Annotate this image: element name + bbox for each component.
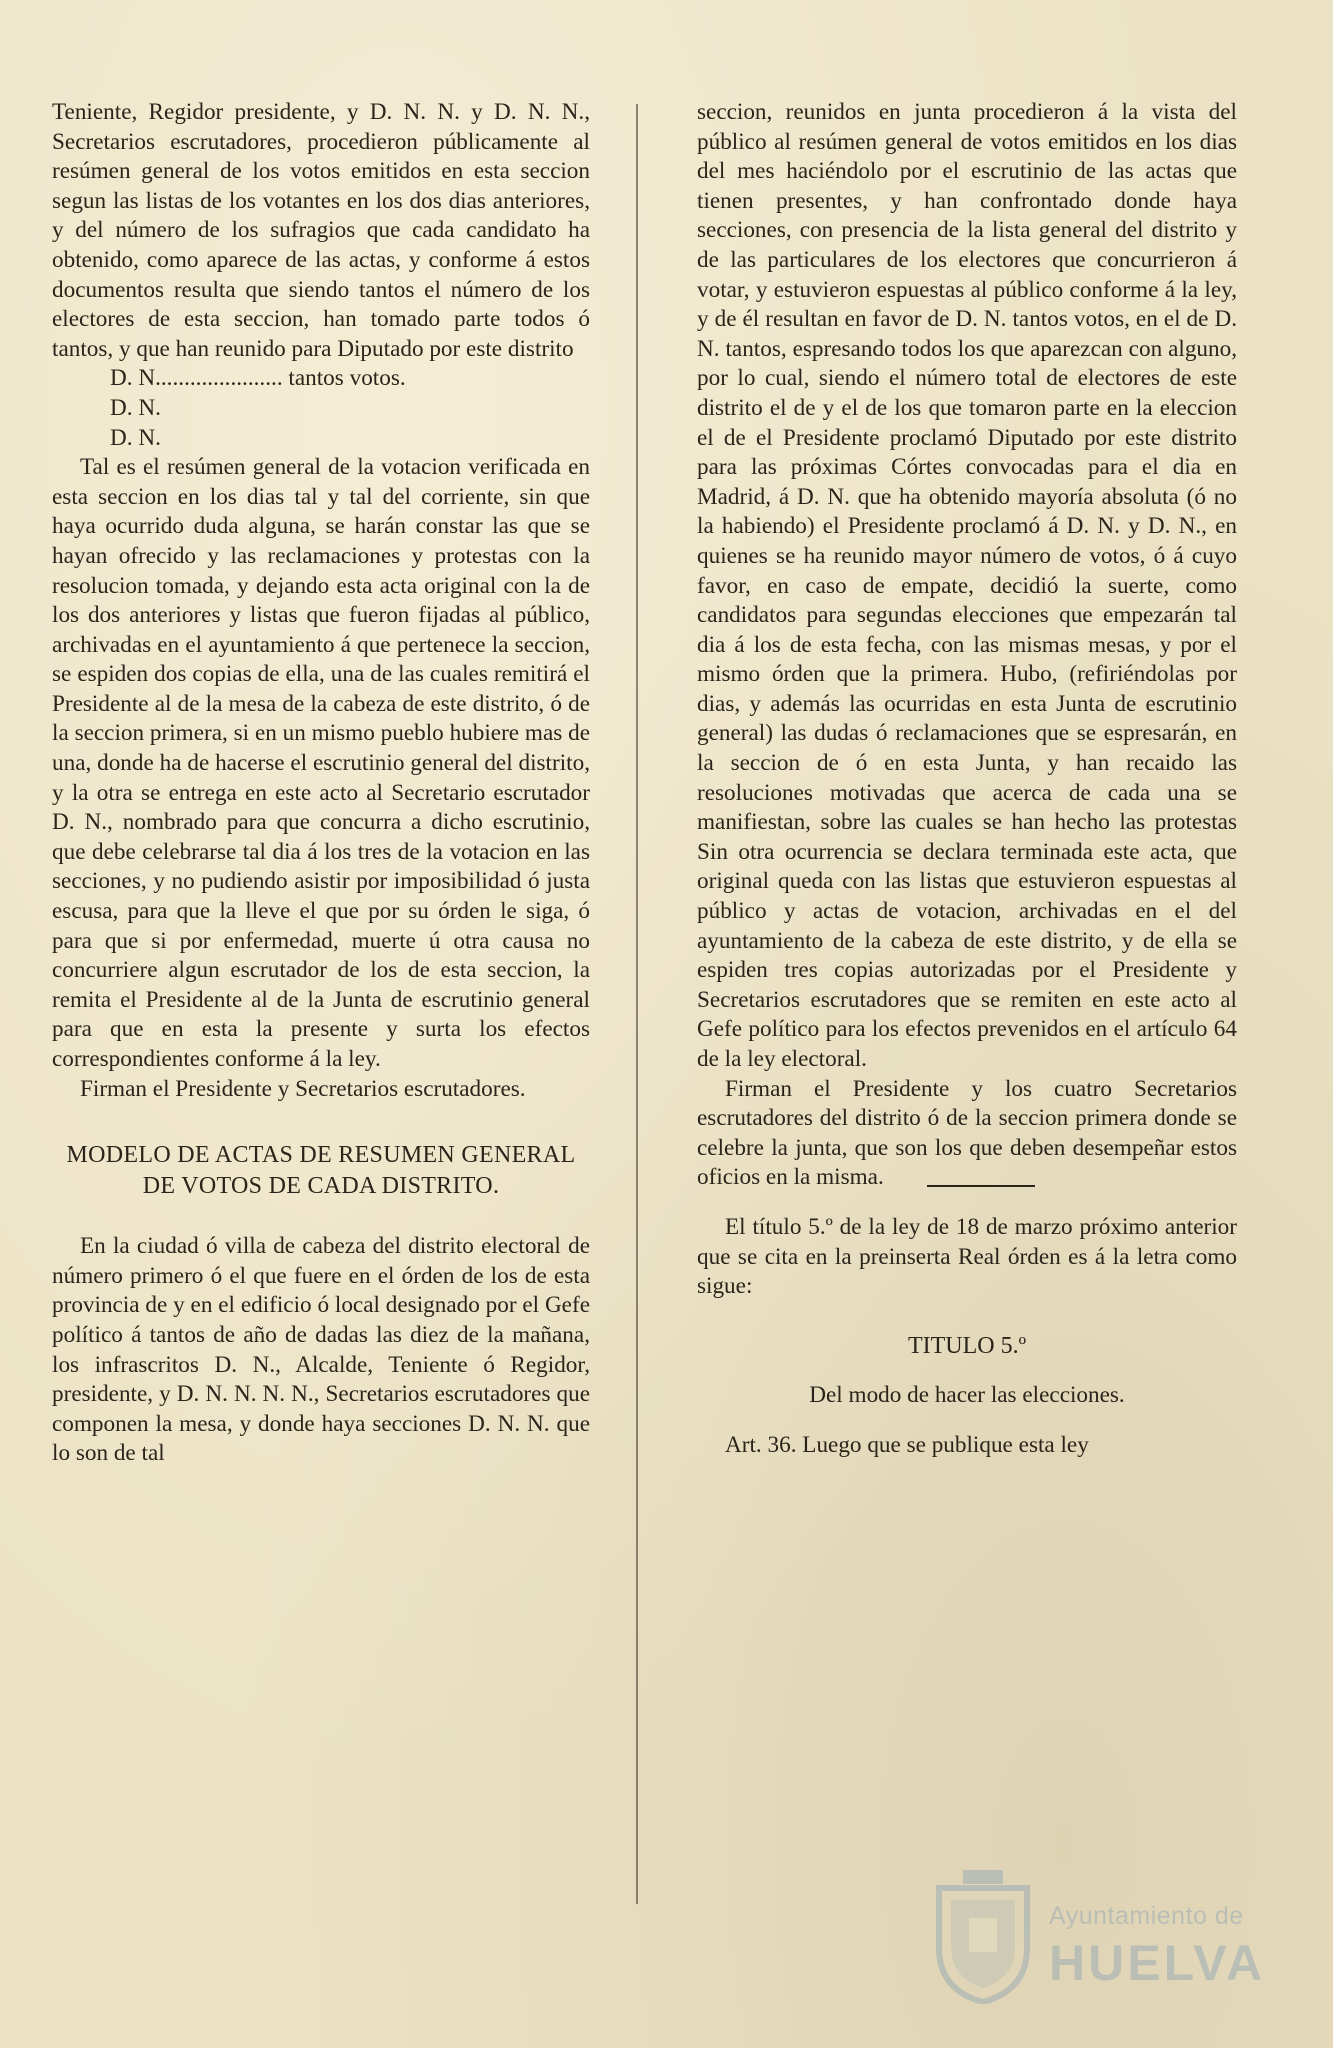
coat-of-arms-icon	[929, 1868, 1037, 2004]
section-heading: MODELO DE ACTAS DE RESUMEN GENERAL DE VOTOS DE CADA DISTRITO.	[66, 1142, 576, 1200]
vote-line: D. N...................... tantos votos.	[110, 365, 406, 392]
horizontal-rule	[927, 1185, 1035, 1187]
title-heading: TITULO 5.º	[907, 1332, 1027, 1359]
vote-line: D. N.	[110, 424, 161, 451]
ayuntamiento-huelva-watermark	[929, 1862, 1266, 2012]
left-column	[52, 98, 590, 1469]
right-column	[697, 98, 1237, 1461]
watermark-line-2: HUELVA	[1049, 1935, 1266, 1991]
watermark-line-1: Ayuntamiento de	[1049, 1902, 1244, 1930]
column-divider	[636, 104, 638, 1904]
vote-list	[52, 364, 590, 453]
left-paragraph-3: Firman el Presidente y Secretarios escrutadores.	[80, 1075, 526, 1102]
left-paragraph-2: Tal es el resúmen general de la votacion verificada en esta seccion en los dias tal y tal del corriente, sin que haya ocurrido duda alguna, se harán constar las que se hayan ofrecido y las reclamaciones y protestas con la resolucion tomada, y dejando esta acta original con la de los dos anteriores y listas que fueron fijadas al público, archivadas en el ayuntamiento á que pertenece la seccion, se espiden dos copias de ella, una de las cuales remitirá el Presidente al de la mesa de la cabeza de este distrito, ó de la seccion primera, si en un mismo pueblo hubiere mas de una, donde ha de hacerse el escrutinio general del distrito, y la otra se entrega en este acto al Secretario escrutador D. N., nombrado para que concurra a dicho escrutinio, que debe celebrarse tal dia á los tres de la votacion en las secciones, y no pudiendo asistir por imposibilidad ó justa escusa, para que la lleve el que por su órden le siga, ó para que si por enfermedad, muerte ú otra causa no concurriere algun escrutador de los de esta seccion, la remita el Presidente al de la Junta de escrutinio general para que en esta la presente y surta los efectos correspondientes conforme á la ley.	[52, 454, 590, 1072]
left-paragraph-4: En la ciudad ó villa de cabeza del distrito electoral de número primero ó el que fuere en el órden de los de esta provincia de y en el edificio ó local designado por el Gefe político á tantos de año de dadas las diez de la mañana, los infrascritos D. N., Alcalde, Teniente ó Regidor, presidente, y D. N. N. N. N., Secretarios escrutadores que componen la mesa, y donde haya secciones D. N. N. que lo son de tal	[52, 1233, 590, 1467]
right-paragraph-2: Firman el Presidente y los cuatro Secretarios escrutadores del distrito ó de la seccion primera donde se celebre la junta, que son los que deben desempeñar estos oficios en la misma.	[697, 1075, 1237, 1191]
left-paragraph-1: Teniente, Regidor presidente, y D. N. N. y D. N. N., Secretarios escrutadores, procedieron públicamente al resúmen general de los votos emitidos en esta seccion segun las listas de los votantes en los dos dias anteriores, y del número de los sufragios que cada candidato ha obtenido, como aparece de las actas, y conforme á estos documentos resulta que siendo tantos el número de los electores de esta seccion, han tomado parte todos ó tantos, y que han reunido para Diputado por este distrito	[52, 99, 590, 362]
article-36-start: Art. 36. Luego que se publique esta ley	[725, 1431, 1089, 1458]
vote-line: D. N.	[110, 394, 161, 421]
right-paragraph-1: seccion, reunidos en junta procedieron á la vista del público al resúmen general de votos emitidos en los dias del mes haciéndolo por el escrutinio de las actas que tienen presentes, y han confrontado donde haya secciones, con presencia de la lista general del distrito y de las particulares de los electores que concurrieron á votar, y estuvieron espuestas al público conforme á la ley, y de él resultan en favor de D. N. tantos votos, en el de D. N. tantos, espresando todos los que aparezcan con alguno, por lo cual, siendo el número total de electores de este distrito el de y el de los que tomaron parte en la eleccion el de el Presidente proclamó Diputado por este distrito para las próximas Córtes convocadas para el dia en Madrid, á D. N. que ha obtenido mayoría absoluta (ó no la habiendo) el Presidente proclamó á D. N. y D. N., en quienes se ha reunido mayor número de votos, ó á cuyo favor, en caso de empate, decidió la suerte, como candidatos para segundas elecciones que empezarán tal dia á los de esta fecha, con las mismas mesas, y por el mismo órden que la primera. Hubo, (refiriéndolas por dias, y además las ocurridas en esta Junta de escrutinio general) las dudas ó reclamaciones que se espresarán, en la seccion de ó en esta Junta, y han recaido las resoluciones motivadas que acerca de cada una se manifiestan, sobre las cuales se han hecho las protestas Sin otra ocurrencia se declara terminada este acta, que original queda con las listas que estuvieron espuestas al público y actas de votacion, archivadas en el del ayuntamiento de la cabeza de este distrito, y de ella se espiden tres copias autorizadas por el Presidente y Secretarios escrutadores que se remiten en este acto al Gefe político para los efectos prevenidos en el artículo 64 de la ley electoral.	[697, 99, 1237, 1072]
title-subheading: Del modo de hacer las elecciones.	[809, 1382, 1125, 1409]
right-paragraph-3: El título 5.º de la ley de 18 de marzo próximo anterior que se cita en la preinserta Real órden es á la letra como sigue:	[697, 1213, 1237, 1300]
